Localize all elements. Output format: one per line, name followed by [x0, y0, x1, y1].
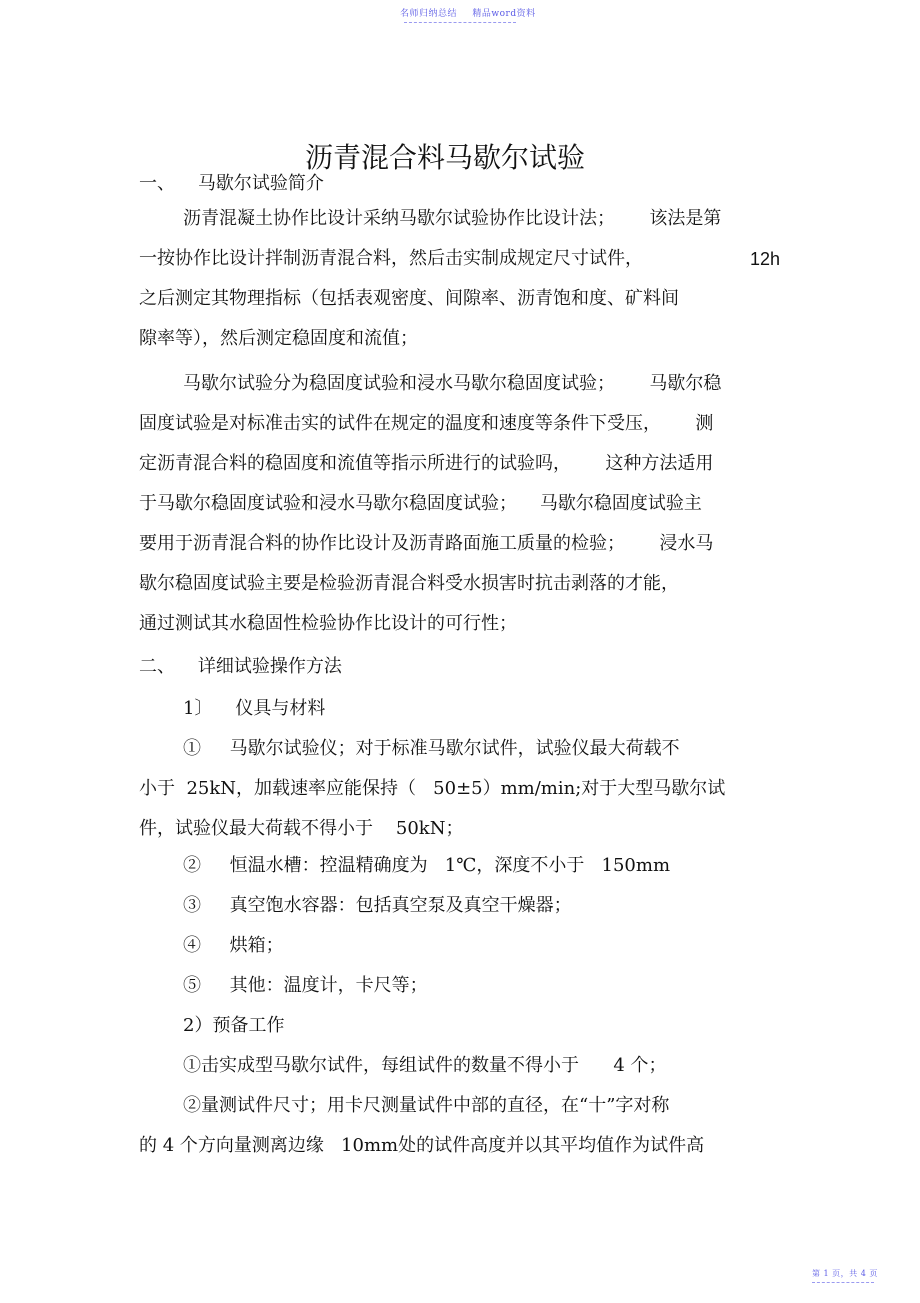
text-line: 1〕 仪具与材料 [183, 698, 326, 719]
text-line: 隙率等），然后测定稳固度和流值； [139, 328, 418, 349]
text-line: 一按协作比设计拌制沥青混合料，然后击实制成规定尺寸试件， [139, 248, 643, 269]
text-line: 定沥青混合料的稳固度和流值等指示所进行的试验吗， 这种方法适用 [139, 453, 714, 474]
page-header-watermark [400, 6, 536, 19]
section-heading-1: 一、 马歇尔试验简介 [139, 173, 324, 194]
text-line: ①击实成型马歇尔试件，每组试件的数量不得小于 4 个； [183, 1055, 667, 1076]
header-right-text: 精品word资料 [472, 9, 536, 19]
text-line: 于马歇尔稳固度试验和浸水马歇尔稳固度试验； 马歇尔稳固度试验主 [139, 493, 702, 514]
header-dashed-rule [404, 22, 516, 23]
text-line: ② 恒温水槽：控温精确度为 1℃，深度不小于 150mm [183, 855, 671, 876]
page-footer: 第 1 页，共 4 页 [812, 1269, 878, 1278]
text-line: 的 4 个方向量测离边缘 10mm处的试件高度并以其平均值作为试件高 [139, 1135, 705, 1156]
text-line: ④ 烘箱； [183, 935, 284, 956]
text-line: ① 马歇尔试验仪；对于标准马歇尔试件，试验仪最大荷载不 [183, 738, 680, 759]
text-line: 歇尔稳固度试验主要是检验沥青混合料受水损害时抗击剥落的才能， [139, 573, 679, 594]
text-line: 件，试验仪最大荷载不得小于 50kN； [139, 818, 464, 839]
text-line: 马歇尔试验分为稳固度试验和浸水马歇尔稳固度试验； 马歇尔稳 [183, 373, 722, 394]
header-left-text: 名师归纳总结 [400, 9, 458, 19]
text-line: ②量测试件尺寸；用卡尺测量试件中部的直径，在“十”字对称 [183, 1095, 670, 1116]
text-line: 二、 详细试验操作方法 [139, 656, 342, 677]
text-line: ③ 真空饱水容器：包括真空泵及真空干燥器； [183, 895, 572, 916]
footer-dashed-rule [812, 1282, 874, 1283]
document-title: 沥青混合料马歇尔试验 [304, 140, 585, 174]
text-line: ⑤ 其他：温度计，卡尺等； [183, 975, 428, 996]
text-line: 固度试验是对标准击实的试件在规定的温度和速度等条件下受压， 测 [139, 413, 714, 434]
text-line-tail: 12h [750, 249, 781, 269]
text-line: 之后测定其物理指标（包括表观密度、间隙率、沥青饱和度、矿料间 [139, 288, 679, 309]
text-line: 通过测试其水稳固性检验协作比设计的可行性； [139, 613, 517, 634]
text-line: 要用于沥青混合料的协作比设计及沥青路面施工质量的检验； 浸水马 [139, 533, 714, 554]
text-line: 2）预备工作 [183, 1015, 285, 1036]
text-line: 沥青混凝土协作比设计采纳马歇尔试验协作比设计法； 该法是第 [183, 208, 722, 229]
text-line: 小于 25kN，加载速率应能保持（ 50±5）mm/min;对于大型马歇尔试 [139, 778, 726, 799]
